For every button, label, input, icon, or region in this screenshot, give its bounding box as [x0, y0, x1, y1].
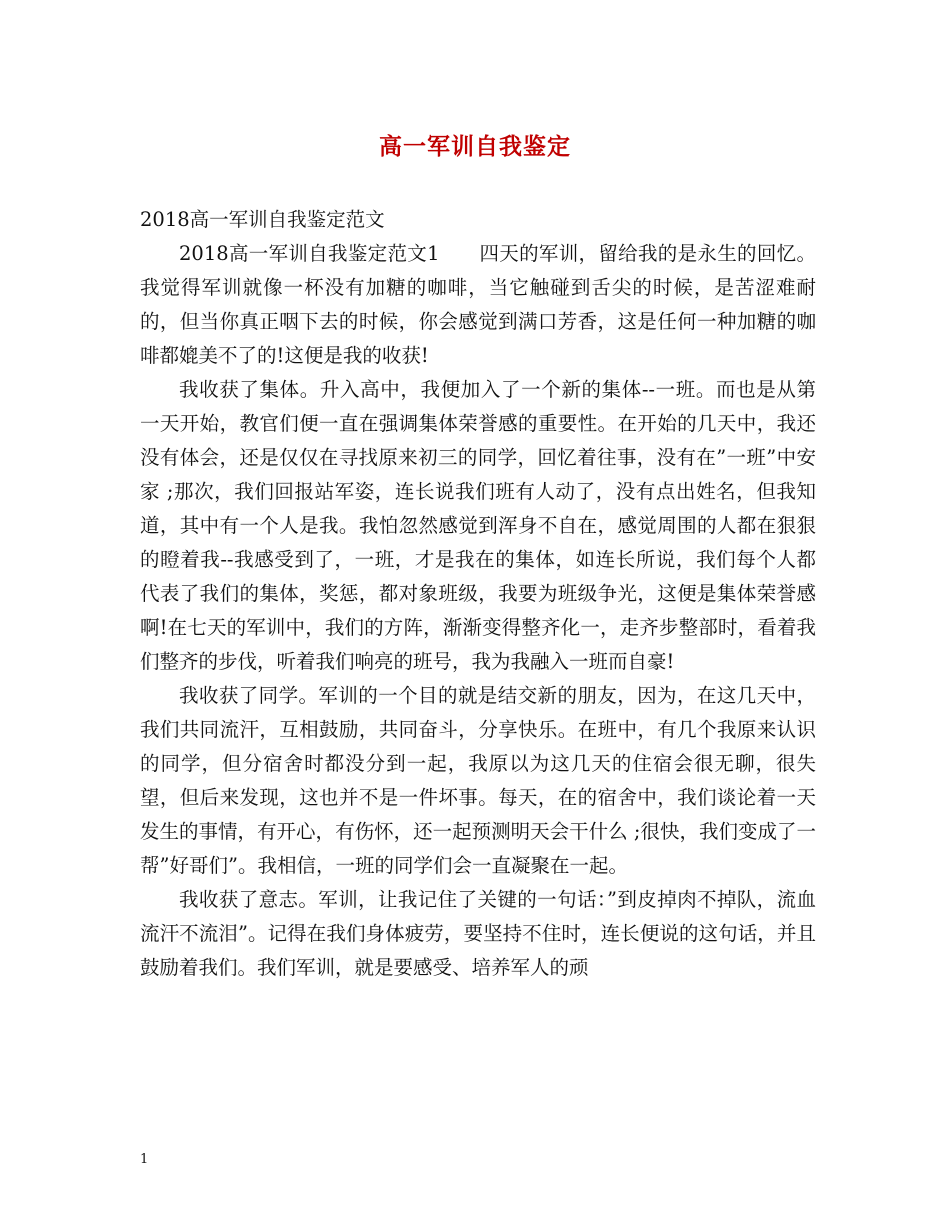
page-number: 1	[140, 1152, 149, 1167]
document-title: 高一军训自我鉴定	[379, 133, 571, 160]
document-body	[140, 203, 816, 985]
paragraph-3: 我收获了同学。军训的一个目的就是结交新的朋友，因为，在这几天中，我们共同流汗，互相鼓励，共同奋斗，分享快乐。在班中，有几个我原来认识的同学，但分宿舍时都没分到一起，我原以为这几天的住宿会很无聊，很失望，但后来发现，这也并不是一件坏事。每天，在的宿舍中，我们谈论着一天发生的事情，有开心，有伤怀，还一起预测明天会干什么 ;很快，我们变成了一帮”好哥们”。我相信，一班的同学们会一直凝聚在一起。	[140, 684, 816, 877]
paragraph-1: 2018高一军训自我鉴定范文1 四天的军训，留给我的是永生的回忆。我觉得军训就像一杯没有加糖的咖啡，当它触碰到舌尖的时候，是苦涩难耐的，但当你真正咽下去的时候，你会感觉到满口芳香，这是任何一种加糖的咖啡都媲美不了的!这便是我的收获!	[140, 242, 816, 367]
document-subtitle: 2018高一军训自我鉴定范文	[140, 208, 385, 231]
paragraph-4: 我收获了意志。军训，让我记住了关键的一句话：”到皮掉肉不掉队，流血流汗不流泪”。记得在我们身体疲劳，要坚持不住时，连长便说的这句话，并且鼓励着我们。我们军训，就是要感受、培养军人的顽	[140, 888, 816, 979]
paragraph-2: 我收获了集体。升入高中，我便加入了一个新的集体--一班。而也是从第一天开始，教官们便一直在强调集体荣誉感的重要性。在开始的几天中，我还没有体会，还是仅仅在寻找原来初三的同学，回忆着往事，没有在”一班”中安家 ;那次，我们回报站军姿，连长说我们班有人动了，没有点出姓名，但我知道，其中有一个人是我。我怕忽然感觉到浑身不自在，感觉周围的人都在狠狠的瞪着我--我感受到了，一班，才是我在的集体，如连长所说，我们每个人都代表了我们的集体，奖惩，都对象班级，我要为班级争光，这便是集体荣誉感啊!在七天的军训中，我们的方阵，渐渐变得整齐化一，走齐步整部时，看着我们整齐的步伐，听着我们响亮的班号，我为我融入一班而自豪!	[140, 378, 816, 673]
